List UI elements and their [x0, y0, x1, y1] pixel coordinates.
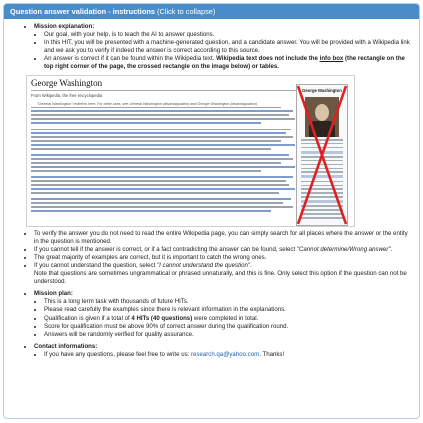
red-cross-icon — [296, 84, 348, 226]
wiki-text-line — [31, 158, 293, 160]
mission-plan-section — [24, 290, 411, 339]
wiki-text-line — [31, 206, 293, 208]
wiki-text-line — [31, 184, 289, 186]
wiki-text-line — [31, 148, 271, 150]
mission-explanation-section — [24, 23, 411, 72]
text: If you have any questions, please feel free to write us: — [44, 350, 192, 358]
infobox-title: George Washington — [302, 87, 342, 93]
list-item: • Please read carefully the examples since there is relevant information in the explanations. — [44, 306, 411, 314]
text: . — [390, 245, 393, 253]
wiki-text-line — [31, 107, 281, 109]
underlined-text: info box — [319, 55, 344, 63]
list-item — [34, 246, 411, 254]
wiki-text-line — [31, 136, 293, 138]
list-item — [44, 55, 411, 71]
panel-header[interactable] — [4, 4, 419, 19]
list-item — [34, 262, 411, 286]
text: Note that questions are sometimes ungrammatical or phrased unnaturally, and this is fine. Only select this option if the question can not be understood. — [34, 270, 407, 286]
wiki-text-line — [31, 170, 261, 172]
text: An answer is correct if it can be found within the Wikipedia text. — [44, 55, 217, 63]
wiki-text-line — [31, 210, 271, 212]
panel-title: Question answer validation - instructions — [10, 7, 155, 16]
wiki-text-line — [31, 202, 283, 204]
verification-bullets — [24, 230, 411, 287]
wiki-text-line — [31, 140, 281, 142]
wiki-hatnote: "General Washington" redirects here. For other uses, see General Washington (disambiguation) and George Washington (disambiguation). — [37, 101, 258, 106]
list-item: • The great majority of examples are correct, but it is important to catch the wrong ones. — [34, 254, 411, 262]
bold-text: (the rectangle on the top right corner of the page, the crossed rectangle on the image below) or tables. — [44, 55, 405, 71]
bold-text: Wikipedia text does not include the — [216, 55, 320, 63]
wiki-text-line — [31, 162, 281, 164]
text: If you cannot tell if the answer is correct, or if a fact contradicting the answer can be found, select — [34, 245, 297, 253]
wiki-text-line — [31, 180, 286, 182]
text: were completed in total. — [192, 314, 259, 322]
mission-plan-title: Mission plan: — [34, 290, 73, 298]
list-item: • Our goal, with your help, is to teach the AI to answer questions. — [44, 31, 411, 39]
contact-section — [24, 343, 411, 359]
divider — [31, 90, 298, 91]
mission-explanation-title: Mission explanation: — [34, 23, 95, 30]
wiki-text-line — [31, 132, 286, 134]
wiki-text-line — [31, 118, 295, 120]
collapse-toggle[interactable]: (Click to collapse) — [157, 7, 216, 16]
wiki-text-line — [31, 176, 293, 178]
text: . — [250, 261, 252, 269]
list-item: • Answers will be randomly verified for quality assurance. — [44, 331, 411, 339]
wiki-text-line — [31, 166, 295, 168]
wiki-text-line — [31, 198, 291, 200]
text: Qualification is given if a total of — [44, 314, 132, 322]
email-link[interactable]: research.qa@yahoo.com — [191, 350, 260, 358]
wiki-subtitle: From Wikipedia, the free encyclopedia — [31, 92, 103, 98]
list-item: • This is a long term task with thousands of future HITs. — [44, 298, 411, 306]
list-item — [44, 315, 411, 323]
list-item: • To verify the answer you do not need to read the entire Wikipedia page, you can simply search for all places where the answer or the entity in the question is mentioned. — [34, 230, 411, 246]
text: . Thanks! — [259, 350, 285, 358]
wiki-text-line — [31, 144, 295, 146]
wiki-text-line — [31, 122, 261, 124]
list-item: • Score for qualification must be above 90% of correct answer during the qualification round. — [44, 323, 411, 331]
italic-text: "I cannot understand the question" — [156, 261, 251, 269]
wiki-text-line — [31, 129, 291, 131]
wiki-text-line — [31, 188, 295, 190]
wikipedia-example-image — [26, 75, 355, 227]
wiki-text-line — [31, 192, 279, 194]
wiki-text-line — [31, 110, 293, 112]
italic-text: "Cannot determine/Wrong answer" — [296, 245, 391, 253]
wiki-text-line — [31, 154, 289, 156]
bold-text: 4 HITs (40 questions) — [131, 314, 193, 322]
instructions-content — [4, 19, 419, 359]
list-item — [44, 351, 411, 359]
wiki-page-title: George Washington — [31, 77, 103, 88]
wiki-text-line — [31, 114, 289, 116]
text: If you cannot understand the question, select — [34, 261, 157, 269]
contact-title: Contact informations: — [34, 342, 98, 350]
instructions-panel — [3, 3, 420, 419]
list-item: • In this HIT, you will be presented with a machine-generated question, and a candidate answer. You will be provided with a Wikipedia link and we ask you to verify if indeed the answer is correct according to this source. — [44, 39, 411, 55]
